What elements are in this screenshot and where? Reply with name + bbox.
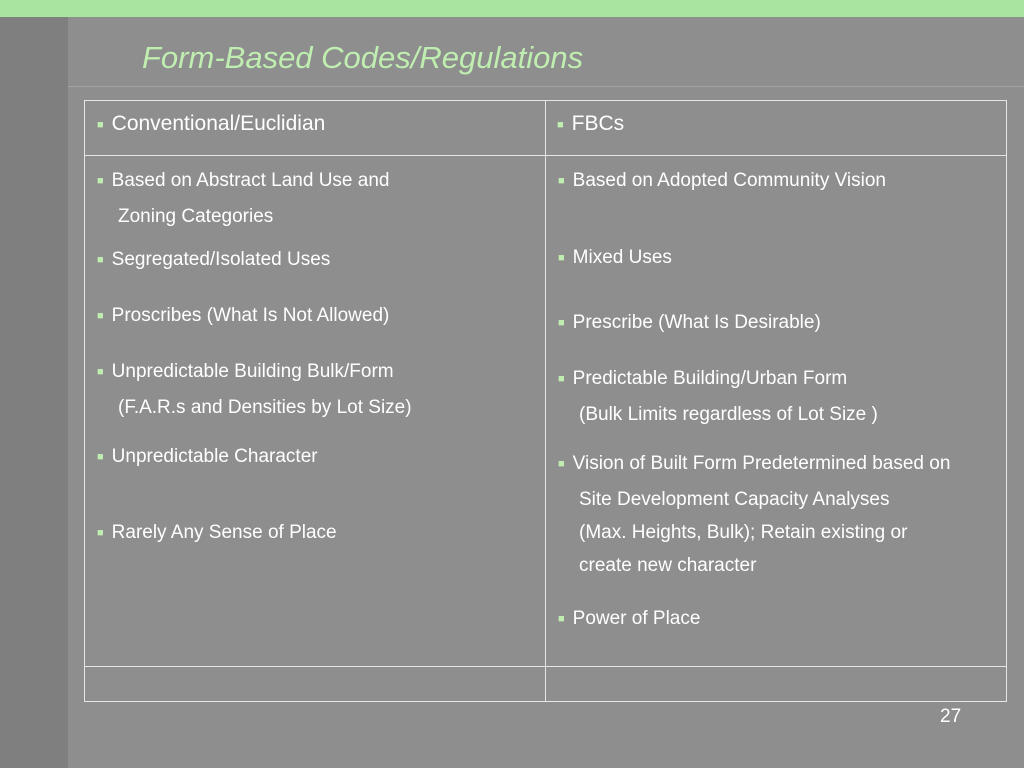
conventional-list (85, 156, 545, 552)
bullet-icon: ■ (97, 366, 104, 378)
fbcs-list (546, 156, 1006, 638)
slide-title: Form-Based Codes/Regulations (142, 40, 584, 75)
bullet-icon: ■ (558, 613, 565, 625)
list-item (558, 241, 1002, 277)
list-item-continuation: (Bulk Limits regardless of Lot Size ) (579, 404, 878, 425)
empty-cell-left (85, 667, 546, 702)
title-divider (68, 86, 1024, 87)
bullet-icon: ■ (97, 119, 104, 131)
list-item-continuation: (F.A.R.s and Densities by Lot Size) (118, 397, 412, 418)
bullet-icon: ■ (558, 373, 565, 385)
list-item (558, 447, 1002, 582)
list-item-text: Based on Abstract Land Use and (111, 170, 390, 191)
right-column-cell (546, 156, 1007, 667)
list-item (97, 164, 541, 233)
list-item (97, 299, 541, 335)
list-item-text: Mixed Uses (572, 247, 672, 268)
list-item-text: Based on Adopted Community Vision (572, 170, 886, 191)
list-item-continuation: create new character (579, 555, 757, 576)
bullet-icon: ■ (97, 310, 104, 322)
list-item-text: Prescribe (What Is Desirable) (572, 312, 821, 333)
table-header-row (85, 101, 1007, 156)
list-item-continuation: Site Development Capacity Analyses (579, 489, 890, 510)
bullet-icon: ■ (97, 254, 104, 266)
list-item-text: Rarely Any Sense of Place (111, 522, 337, 543)
page-number: 27 (940, 706, 962, 727)
left-side-strip (0, 17, 68, 768)
list-item (558, 164, 1002, 200)
bullet-icon: ■ (558, 175, 565, 187)
list-item (558, 306, 1002, 342)
top-accent-band (0, 0, 1024, 17)
list-item-text: Power of Place (572, 608, 701, 629)
empty-cell-right (546, 667, 1007, 702)
list-item (558, 362, 1002, 431)
list-item (97, 243, 541, 279)
list-item-text: Proscribes (What Is Not Allowed) (111, 305, 390, 326)
bullet-icon: ■ (97, 175, 104, 187)
bullet-icon: ■ (558, 458, 565, 470)
left-column-cell (85, 156, 546, 667)
header-conventional: Conventional/Euclidian (111, 112, 326, 135)
table-body-row (85, 156, 1007, 667)
list-item (97, 440, 541, 476)
table-empty-row (85, 667, 1007, 702)
list-item-text: Predictable Building/Urban Form (572, 368, 848, 389)
comparison-table (84, 100, 1007, 702)
list-item-text: Unpredictable Building Bulk/Form (111, 361, 394, 382)
bullet-icon: ■ (97, 527, 104, 539)
list-item (558, 602, 1002, 638)
list-item-text: Unpredictable Character (111, 446, 318, 467)
list-item-text: Segregated/Isolated Uses (111, 249, 331, 270)
bullet-icon: ■ (558, 252, 565, 264)
bullet-icon: ■ (97, 451, 104, 463)
list-item (97, 516, 541, 552)
list-item-text: Vision of Built Form Predetermined based on (572, 453, 951, 474)
header-fbcs: FBCs (571, 112, 625, 135)
list-item-continuation: Zoning Categories (118, 206, 274, 227)
list-item-continuation: (Max. Heights, Bulk); Retain existing or (579, 522, 908, 543)
bullet-icon: ■ (557, 119, 564, 131)
header-cell-left (85, 101, 546, 156)
bullet-icon: ■ (558, 317, 565, 329)
header-cell-right (546, 101, 1007, 156)
list-item (97, 355, 541, 424)
